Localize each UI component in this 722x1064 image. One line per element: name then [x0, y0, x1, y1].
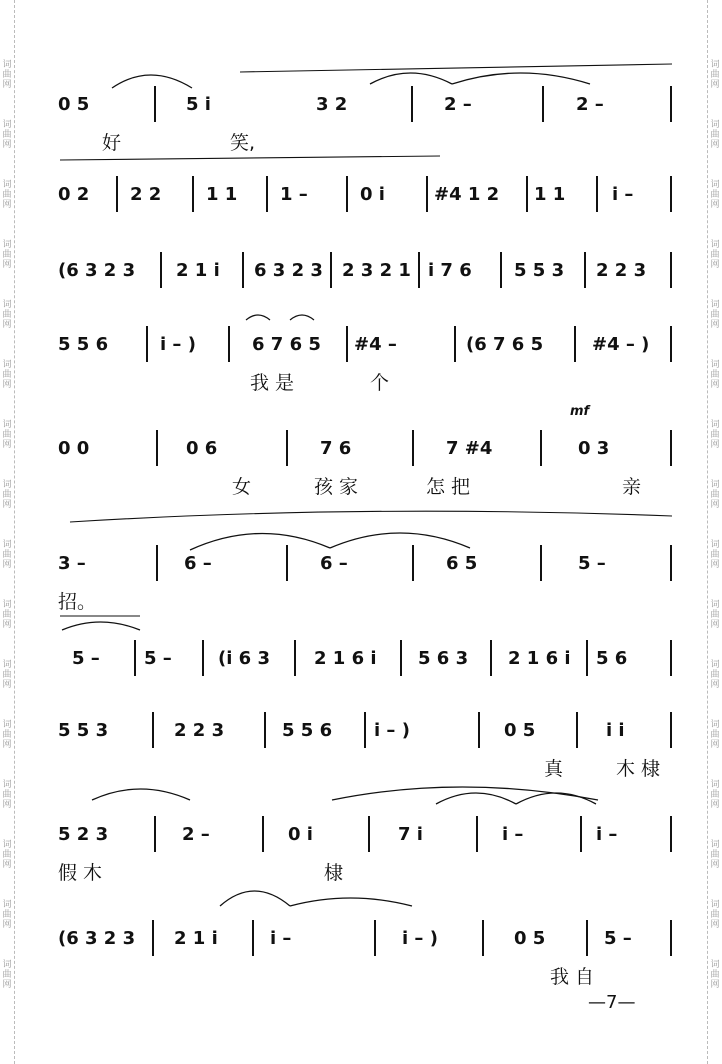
lyric: 木 棣: [616, 758, 661, 780]
lyric: 孩 家: [314, 476, 359, 498]
barline: [264, 712, 266, 748]
watermark-text: 词曲网: [710, 180, 720, 210]
barline: [584, 252, 586, 288]
watermark-text: 词曲网: [2, 540, 12, 570]
barline: [540, 430, 542, 466]
watermark-text: 词曲网: [710, 60, 720, 90]
lyric: 招。: [58, 591, 97, 613]
watermark-text: 词曲网: [2, 720, 12, 750]
barline: [286, 545, 288, 581]
watermark-text: 词曲网: [710, 540, 720, 570]
barline: [368, 816, 370, 852]
lyric: 棣: [324, 862, 344, 884]
lyric: 我 自: [550, 966, 595, 988]
note-group: 1 –: [280, 184, 308, 205]
barline: [412, 430, 414, 466]
note-group: i –: [502, 824, 524, 845]
note-group: 0 5: [504, 720, 536, 741]
barline: [330, 252, 332, 288]
watermark-text: 词曲网: [710, 780, 720, 810]
watermark-text: 词曲网: [2, 780, 12, 810]
barline: [346, 176, 348, 212]
barline: [542, 86, 544, 122]
barline: [478, 712, 480, 748]
note-group: 6 –: [184, 553, 212, 574]
slur: [290, 315, 314, 320]
note-group: 0 i: [288, 824, 313, 845]
barline: [374, 920, 376, 956]
note-group: 5 5 3: [58, 720, 109, 741]
note-group: (6 3 2 3: [58, 260, 136, 281]
barline: [586, 920, 588, 956]
watermark-text: 词曲网: [2, 480, 12, 510]
lyric: 个: [370, 372, 390, 394]
note-group: 0 5: [514, 928, 546, 949]
note-group: 2 –: [182, 824, 210, 845]
watermark-text: 词曲网: [710, 420, 720, 450]
barline: [454, 326, 456, 362]
note-group: i –: [270, 928, 292, 949]
watermark-text: 词曲网: [710, 480, 720, 510]
watermark-text: 词曲网: [710, 960, 720, 990]
barline: [192, 176, 194, 212]
barline: [540, 545, 542, 581]
note-group: 5 2 3: [58, 824, 109, 845]
watermark-text: 词曲网: [710, 120, 720, 150]
barline: [294, 640, 296, 676]
note-group: 5 i: [186, 94, 211, 115]
barline: [116, 176, 118, 212]
note-group: 2 2 3: [596, 260, 647, 281]
note-group: #4 –: [354, 334, 397, 355]
note-group: 0 6: [186, 438, 218, 459]
barline: [490, 640, 492, 676]
note-group: 2 1 6 i: [508, 648, 571, 669]
watermark-text: 词曲网: [710, 240, 720, 270]
slur: [436, 793, 516, 804]
note-group: 7 6: [320, 438, 352, 459]
note-group: 0 0: [58, 438, 90, 459]
note-group: 6 –: [320, 553, 348, 574]
watermark-text: 词曲网: [2, 120, 12, 150]
slur: [70, 511, 672, 522]
barline: [346, 326, 348, 362]
barline: [154, 816, 156, 852]
note-group: 6 5: [446, 553, 478, 574]
dynamic-mark: mf: [570, 404, 590, 419]
barline: [586, 640, 588, 676]
note-group: 0 3: [578, 438, 610, 459]
barline: [156, 430, 158, 466]
note-group: 7 i: [398, 824, 423, 845]
slur: [62, 622, 140, 630]
lyric: 亲: [622, 476, 642, 498]
barline: [670, 252, 672, 288]
note-group: 6 7 6 5: [252, 334, 321, 355]
barline: [426, 176, 428, 212]
lyric: 女: [232, 476, 252, 498]
barline: [242, 252, 244, 288]
note-group: (6 3 2 3: [58, 928, 136, 949]
barline: [580, 816, 582, 852]
note-group: 5 6 3: [418, 648, 469, 669]
lyric: 好: [102, 132, 122, 154]
slur: [370, 73, 452, 84]
barline: [262, 816, 264, 852]
slur: [190, 533, 330, 550]
barline: [670, 712, 672, 748]
slur: [290, 898, 412, 906]
watermark-text: 词曲网: [2, 840, 12, 870]
note-group: i 7 6: [428, 260, 472, 281]
barline: [418, 252, 420, 288]
slur: [240, 64, 672, 72]
slur: [516, 793, 596, 804]
note-group: 1 1: [206, 184, 238, 205]
watermark-text: 词曲网: [2, 240, 12, 270]
note-group: 7 #4: [446, 438, 493, 459]
note-group: 5 6: [596, 648, 628, 669]
barline: [364, 712, 366, 748]
barline: [670, 176, 672, 212]
slur: [246, 315, 270, 320]
note-group: 2 1 i: [174, 928, 218, 949]
slur: [330, 533, 470, 548]
note-group: 1 1: [534, 184, 566, 205]
lyric: 我 是: [250, 372, 295, 394]
barline: [482, 920, 484, 956]
slur: [60, 156, 440, 160]
lyric: 真: [544, 758, 564, 780]
note-group: (6 7 6 5: [466, 334, 544, 355]
barline: [500, 252, 502, 288]
note-group: 5 –: [578, 553, 606, 574]
slur: [220, 891, 290, 906]
barline: [670, 545, 672, 581]
barline: [526, 176, 528, 212]
barline: [670, 920, 672, 956]
barline: [670, 430, 672, 466]
watermark-text: 词曲网: [2, 660, 12, 690]
watermark-text: 词曲网: [710, 840, 720, 870]
note-group: 5 5 3: [514, 260, 565, 281]
watermark-text: 词曲网: [710, 720, 720, 750]
note-group: 0 2: [58, 184, 90, 205]
note-group: 5 5 6: [58, 334, 109, 355]
lyric: 假 木: [58, 862, 103, 884]
page-number: —7—: [588, 992, 636, 1013]
note-group: #4 – ): [592, 334, 650, 355]
watermark-text: 词曲网: [2, 360, 12, 390]
note-group: 2 –: [576, 94, 604, 115]
barline: [156, 545, 158, 581]
note-group: (i 6 3: [218, 648, 270, 669]
note-group: i i: [606, 720, 625, 741]
lyric: 笑,: [230, 132, 256, 154]
barline: [160, 252, 162, 288]
note-group: 3 –: [58, 553, 86, 574]
note-group: i – ): [374, 720, 410, 741]
note-group: 2 2 3: [174, 720, 225, 741]
watermark-text: 词曲网: [710, 900, 720, 930]
watermark-text: 词曲网: [710, 660, 720, 690]
barline: [152, 920, 154, 956]
watermark-text: 词曲网: [2, 300, 12, 330]
slur: [92, 789, 190, 800]
barline: [596, 176, 598, 212]
watermark-text: 词曲网: [710, 360, 720, 390]
watermark-text: 词曲网: [2, 900, 12, 930]
lyric: 怎 把: [426, 476, 471, 498]
barline: [228, 326, 230, 362]
note-group: 6 3 2 3: [254, 260, 323, 281]
slur: [112, 75, 192, 88]
barline: [266, 176, 268, 212]
note-group: 5 –: [72, 648, 100, 669]
note-group: 5 –: [144, 648, 172, 669]
note-group: 2 3 2 1: [342, 260, 411, 281]
barline: [154, 86, 156, 122]
note-group: 2 –: [444, 94, 472, 115]
note-group: 5 5 6: [282, 720, 333, 741]
slur: [332, 787, 598, 800]
note-group: 5 –: [604, 928, 632, 949]
barline: [202, 640, 204, 676]
note-group: 2 2: [130, 184, 162, 205]
note-group: 0 5: [58, 94, 90, 115]
barline: [670, 640, 672, 676]
note-group: 3 2: [316, 94, 348, 115]
barline: [146, 326, 148, 362]
barline: [252, 920, 254, 956]
note-group: i –: [596, 824, 618, 845]
watermark-text: 词曲网: [710, 300, 720, 330]
barline: [400, 640, 402, 676]
barline: [411, 86, 413, 122]
barline: [670, 816, 672, 852]
watermark-text: 词曲网: [2, 60, 12, 90]
watermark-text: 词曲网: [2, 420, 12, 450]
barline: [476, 816, 478, 852]
barline: [286, 430, 288, 466]
barline: [134, 640, 136, 676]
barline: [670, 86, 672, 122]
barline: [152, 712, 154, 748]
barline: [412, 545, 414, 581]
watermark-text: 词曲网: [2, 960, 12, 990]
barline: [574, 326, 576, 362]
note-group: i – ): [402, 928, 438, 949]
watermark-text: 词曲网: [2, 180, 12, 210]
note-group: 2 1 i: [176, 260, 220, 281]
watermark-text: 词曲网: [2, 600, 12, 630]
slur: [452, 73, 590, 84]
note-group: #4 1 2: [434, 184, 500, 205]
note-group: 0 i: [360, 184, 385, 205]
note-group: 2 1 6 i: [314, 648, 377, 669]
note-group: i – ): [160, 334, 196, 355]
note-group: i –: [612, 184, 634, 205]
barline: [576, 712, 578, 748]
barline: [670, 326, 672, 362]
watermark-text: 词曲网: [710, 600, 720, 630]
